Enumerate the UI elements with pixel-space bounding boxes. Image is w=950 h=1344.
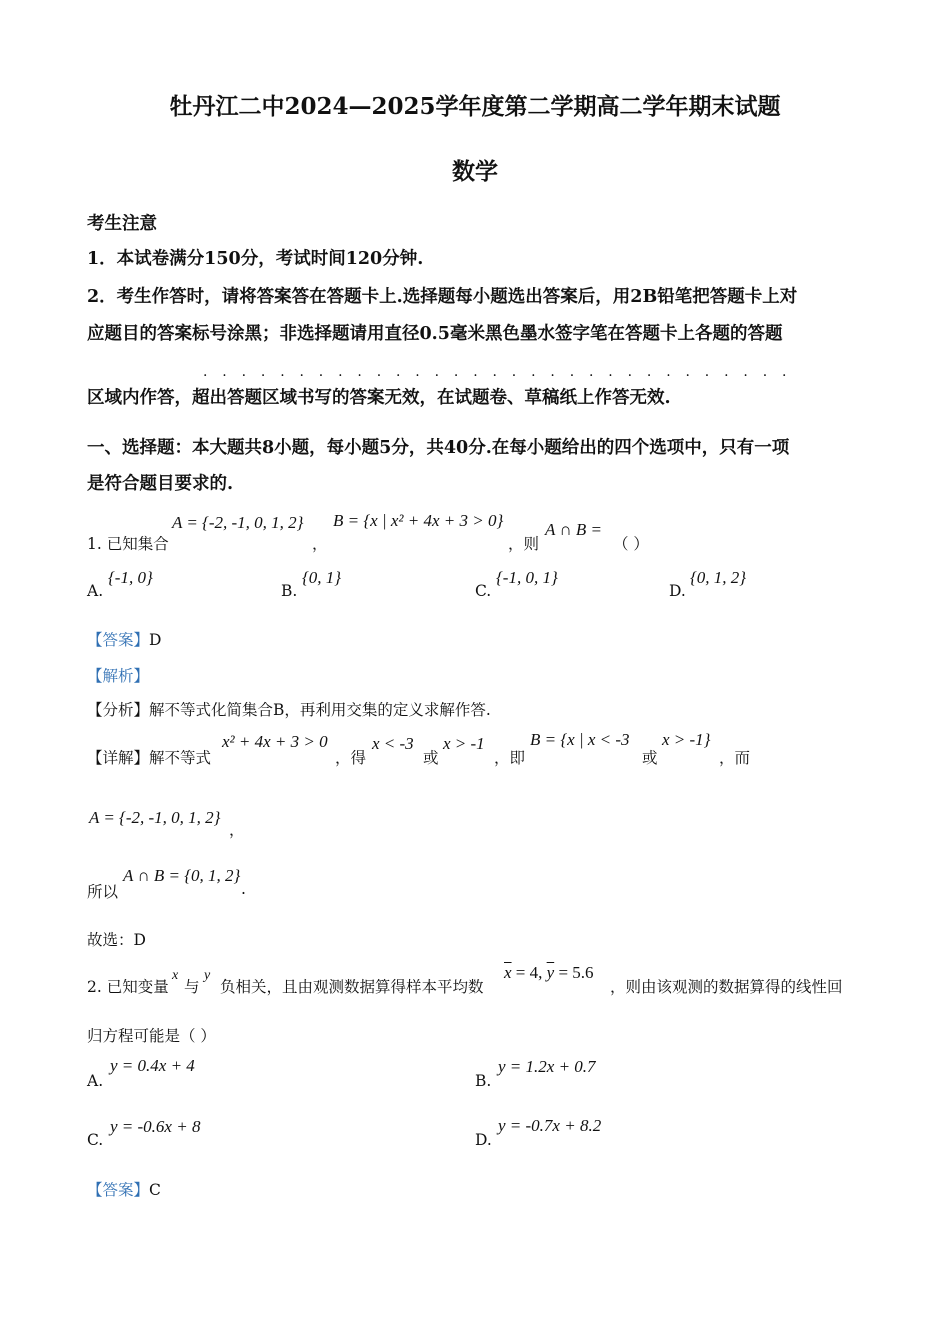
fenxi-text: 解不等式化简集合B，再利用交集的定义求解作答. <box>149 701 491 719</box>
q2-ybar-value: = 5.6 <box>558 963 594 982</box>
detail-or-2: 或 <box>642 749 658 767</box>
q1-option-a-label: A. <box>87 582 104 600</box>
q2-prefix: 2. 已知变量 <box>87 978 169 996</box>
q1-set-a: A = {-2, -1, 0, 1, 2} <box>172 513 304 532</box>
q1-choose: 故选：D <box>87 931 146 949</box>
detail-set-a-end: ， <box>229 821 245 839</box>
q2-var-x: x <box>172 968 179 983</box>
detail-result: A ∩ B = {0, 1, 2} <box>123 866 241 885</box>
q1-option-b-value: {0, 1} <box>302 568 342 587</box>
q1-detail-start <box>87 746 211 768</box>
page-title: 牡丹江二中2024—2025学年度第二学期高二学年期末试题 <box>169 93 781 120</box>
q2-answer <box>87 1178 161 1200</box>
q1-prefix: 1. 已知集合 <box>87 535 169 553</box>
detail-text-2: ，得 <box>335 749 367 767</box>
notice-item-2-line-2: 应题目的答案标号涂黑；非选择题请用直径0.5毫米黑色墨水签字笔在答题卡上各题的答题 <box>87 324 783 344</box>
q1-option-d-label: D. <box>669 582 686 600</box>
q1-option-d-value: {0, 1, 2} <box>690 568 747 587</box>
notice-item-2-line-1: 2．考生作答时，请将答案答在答题卡上.选择题每小题选出答案后，用2B铅笔把答题卡上对 <box>87 287 798 307</box>
answer-tag: 【答案】 <box>87 1181 150 1199</box>
detail-text-3: ，即 <box>494 749 526 767</box>
q2-option-c-label: C. <box>87 1131 104 1149</box>
detail-so: 所以 <box>87 883 119 901</box>
detail-inequality: x² + 4x + 3 > 0 <box>222 732 328 751</box>
q2-and: 与 <box>184 978 200 996</box>
detail-text-4: ，而 <box>719 749 751 767</box>
fenxi-tag: 【分析】 <box>87 701 150 719</box>
q1-option-b-label: B. <box>281 582 298 600</box>
section-heading-line-1: 一、选择题：本大题共8小题，每小题5分，共40分.在每小题给出的四个选项中，只有一项 <box>87 438 790 458</box>
q2-mean <box>504 963 594 983</box>
q2-option-c-value: y = -0.6x + 8 <box>110 1117 201 1136</box>
q2-option-a-label: A. <box>87 1072 104 1090</box>
q2-var-y: y <box>204 968 211 983</box>
q1-option-c-value: {-1, 0, 1} <box>496 568 558 587</box>
q1-comma: ， <box>312 535 328 553</box>
q2-ybar: $\overline{y}$ <box>546 963 555 982</box>
detail-or-1: 或 <box>423 749 439 767</box>
q2-text-2: ，则由该观测的数据算得的线性回 <box>610 978 843 996</box>
q2-text-1: 负相关，且由观测数据算得样本平均数 <box>220 978 484 996</box>
answer-value: D <box>149 631 162 649</box>
emphasis-dots: · · · · · · · · · · · · · · · · · · · · · · · · · · · · · · · <box>203 368 792 384</box>
q2-xbar: $\overline{x}$ <box>504 963 512 982</box>
q2-xbar-value: = 4, <box>515 963 543 982</box>
detail-text-1: 解不等式 <box>149 749 212 767</box>
detail-range-2: x > -1 <box>443 734 485 753</box>
q1-set-b: B = {x | x² + 4x + 3 > 0} <box>333 511 504 530</box>
q1-then: ，则 <box>508 535 540 553</box>
q1-analysis-tag: 【解析】 <box>87 667 150 685</box>
q1-paren: （ ） <box>613 535 649 553</box>
q1-expr: A ∩ B = <box>545 520 602 539</box>
q2-text-3: 归方程可能是（ ） <box>87 1027 216 1045</box>
detail-set-b: B = {x | x < -3 <box>530 730 630 749</box>
q1-option-c-label: C. <box>475 582 492 600</box>
section-heading-line-2: 是符合题目要求的. <box>87 474 234 494</box>
notice-item-2-line-3: 区域内作答，超出答题区域书写的答案无效，在试题卷、草稿纸上作答无效. <box>87 388 671 408</box>
q2-option-d-value: y = -0.7x + 8.2 <box>498 1116 602 1135</box>
q1-answer <box>87 628 161 650</box>
detail-tag: 【详解】 <box>87 749 150 767</box>
q2-option-d-label: D. <box>475 1131 492 1149</box>
answer-tag: 【答案】 <box>87 631 150 649</box>
q2-option-b-label: B. <box>475 1072 492 1090</box>
detail-set-a: A = {-2, -1, 0, 1, 2} <box>89 808 221 827</box>
subject-title: 数学 <box>452 158 498 185</box>
answer-value: C <box>149 1181 161 1199</box>
q2-option-b-value: y = 1.2x + 0.7 <box>498 1057 596 1076</box>
notice-heading: 考生注意 <box>87 214 157 234</box>
notice-item-1: 1．本试卷满分150分，考试时间120分钟. <box>87 249 424 269</box>
detail-result-end: . <box>241 880 246 898</box>
detail-set-b-2: x > -1} <box>662 730 711 749</box>
q2-option-a-value: y = 0.4x + 4 <box>110 1056 195 1075</box>
q1-fenxi <box>87 698 491 720</box>
detail-range-1: x < -3 <box>372 734 414 753</box>
q1-option-a-value: {-1, 0} <box>108 568 153 587</box>
